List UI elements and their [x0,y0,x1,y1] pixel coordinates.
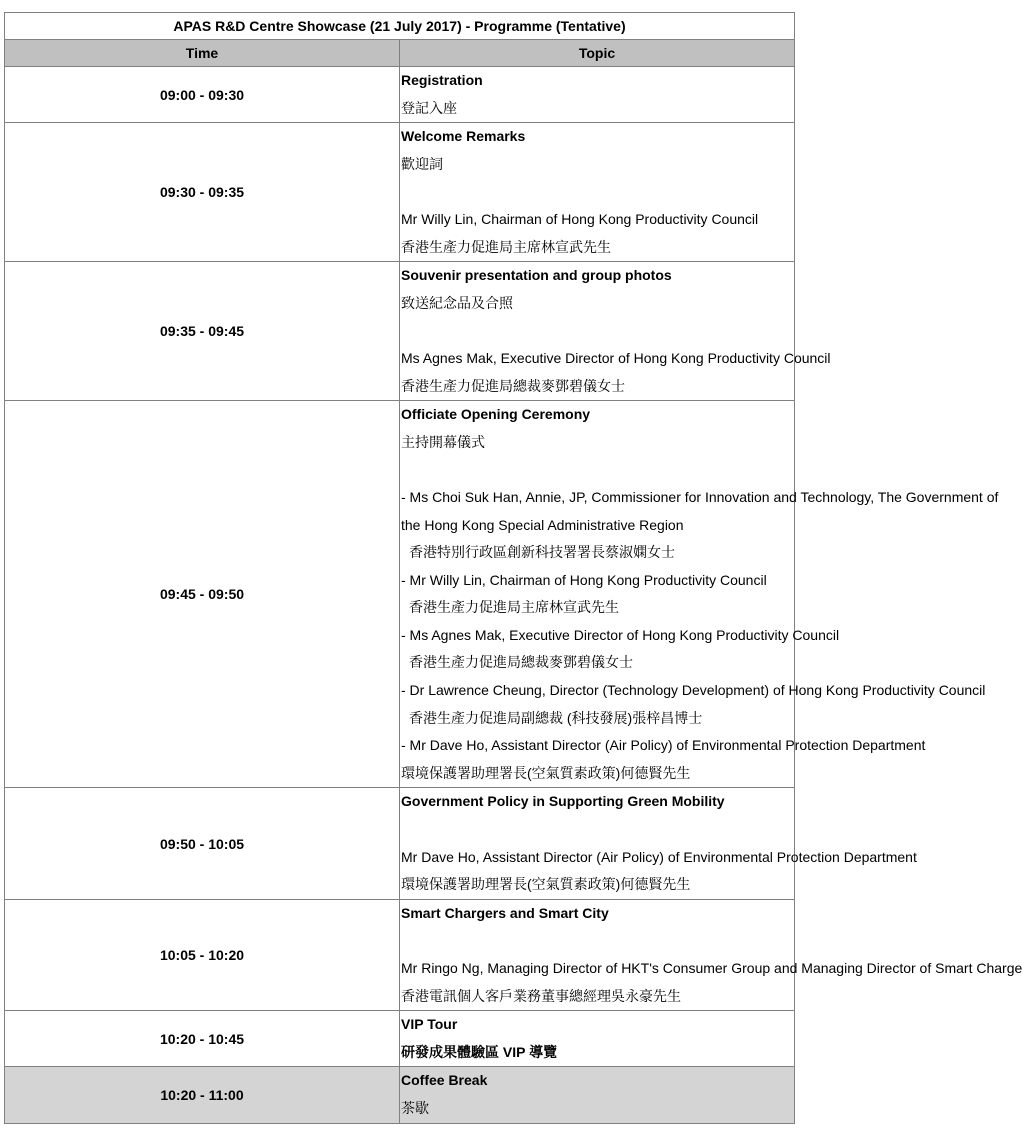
topic-line: 香港生產力促進局主席林宣武先生 [409,599,619,616]
programme-row [5,1067,795,1123]
topic-line: Mr Ringo Ng, Managing Director of HKT's Consumer Group and Managing Director of Smart Charge [401,960,1022,976]
time-cell: 09:45 - 09:50 [5,401,400,788]
topic-cell [400,67,795,123]
topic-cell [400,1067,795,1123]
time-cell: 10:20 - 11:00 [5,1067,400,1123]
programme-table [4,12,1022,1124]
topic-heading: Registration [401,72,483,88]
topic-heading: Smart Chargers and Smart City [401,904,609,921]
topic-line: - Ms Agnes Mak, Executive Director of Hong Kong Productivity Council [401,626,840,643]
topic-line: - Ms Choi Suk Han, Annie, JP, Commissioner for Innovation and Technology, The Government of [401,488,999,505]
programme-rows [5,67,1022,1124]
time-cell: 10:20 - 10:45 [5,1011,400,1067]
topic-heading: Souvenir presentation and group photos [401,267,672,284]
topic-line: 致送紀念品及合照 [401,294,513,311]
topic-line: 研發成果體驗區 VIP 導覽 [401,1043,558,1060]
topic-line: 香港生產力促進局主席林宣武先生 [401,238,611,255]
time-cell: 09:50 - 10:05 [5,788,400,899]
topic-line: 香港生產力促進局副總裁 (科技發展)張梓昌博士 [409,709,703,726]
topic-line: Mr Dave Ho, Assistant Director (Air Policy) of Environmental Protection Department [401,848,917,865]
topic-heading: Coffee Break [401,1072,488,1089]
spacer-line [401,317,794,345]
topic-line: 登記入座 [401,99,457,116]
topic-line: 環境保護署助理署長(空氣質素政策)何德賢先生 [401,764,691,781]
topic-heading: Welcome Remarks [401,128,526,145]
topic-cell [400,123,795,262]
programme-row [5,262,795,401]
topic-line: - Dr Lawrence Cheung, Director (Technology Development) of Hong Kong Productivity Council [401,682,986,699]
topic-line: - Mr Willy Lin, Chairman of Hong Kong Productivity Council [401,571,767,588]
topic-heading: VIP Tour [401,1016,458,1033]
topic-line: 茶歇 [401,1099,429,1116]
topic-heading: Government Policy in Supporting Green Mobility [401,793,725,810]
topic-line: 環境保護署助理署長(空氣質素政策)何德賢先生 [401,876,691,893]
topic-line: 主持開幕儀式 [401,433,485,450]
programme-row [5,401,795,788]
spacer-line [401,816,794,844]
topic-heading: Officiate Opening Ceremony [401,406,591,423]
time-cell: 09:00 - 09:30 [5,67,400,123]
programme-row [5,1011,795,1067]
time-cell: 10:05 - 10:20 [5,899,400,1010]
topic-line: 歡迎詞 [401,155,443,172]
topic-cell [400,788,917,899]
spacer-line [401,456,794,484]
topic-column-header: Topic [400,40,795,67]
topic-cell [400,899,1022,1010]
topic-line: 香港生產力促進局總裁麥鄧碧儀女士 [401,377,625,394]
time-cell: 09:35 - 09:45 [5,262,400,401]
topic-line: the Hong Kong Special Administrative Region [401,516,684,533]
topic-line: 香港生產力促進局總裁麥鄧碧儀女士 [409,654,633,671]
programme-row [5,788,795,899]
spacer-line [401,178,794,206]
programme-row [5,123,795,262]
header-row [5,40,795,67]
programme-title: APAS R&D Centre Showcase (21 July 2017) - Programme (Tentative) [5,13,795,40]
programme-row [5,67,795,123]
topic-line: - Mr Dave Ho, Assistant Director (Air Policy) of Environmental Protection Department [401,737,926,754]
topic-line: 香港電訊個人客戶業務董事總經理吳永豪先生 [401,987,681,1004]
programme-row [5,899,795,1010]
topic-line: Mr Willy Lin, Chairman of Hong Kong Productivity Council [401,210,759,227]
spacer-line [401,927,794,955]
topic-cell [400,1011,795,1067]
time-cell: 09:30 - 09:35 [5,123,400,262]
topic-line: Ms Agnes Mak, Executive Director of Hong Kong Productivity Council [401,349,831,366]
topic-cell [400,401,999,788]
topic-cell [400,262,831,401]
time-column-header: Time [5,40,400,67]
topic-line: 香港特別行政區創新科技署署長蔡淑嫻女士 [409,544,675,561]
